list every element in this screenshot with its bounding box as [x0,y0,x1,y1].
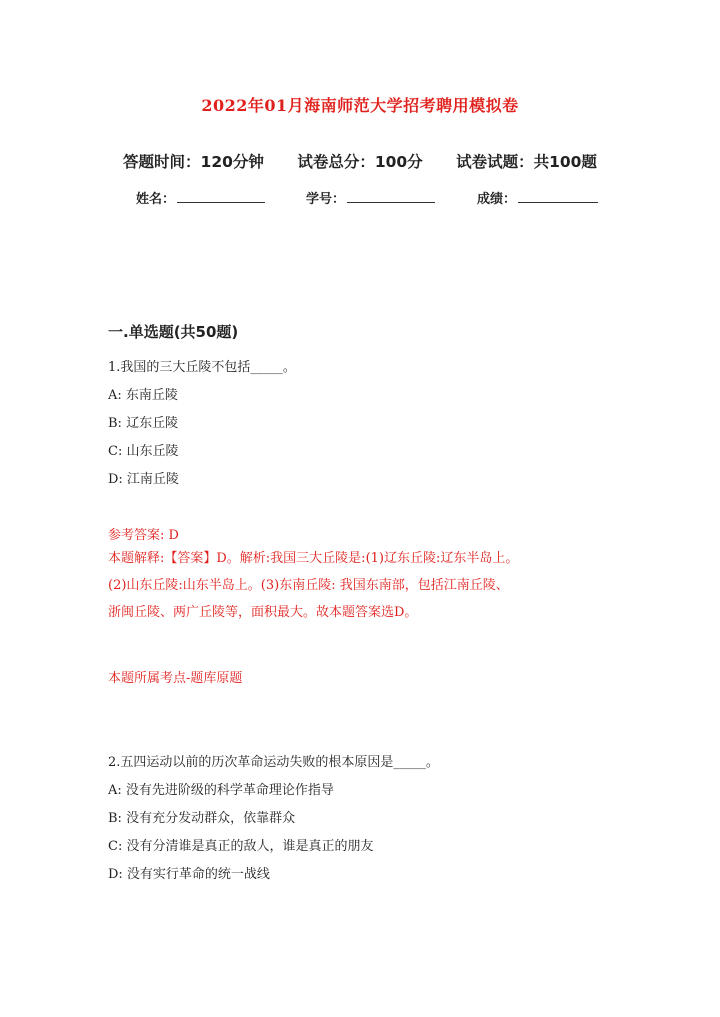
question-1-option-c: C: 山东丘陵 [108,444,179,459]
name-field [136,188,265,207]
score-field [477,188,598,207]
question-1-option-b: B: 辽东丘陵 [108,416,179,431]
question-2-option-c: C: 没有分清谁是真正的敌人，谁是真正的朋友 [108,839,374,854]
question-1-explanation [108,545,608,626]
question-1-tag: 本题所属考点-题库原题 [108,671,243,686]
question-2-option-b: B: 没有充分发动群众，依靠群众 [108,811,296,826]
score-label: 成绩： [477,192,517,207]
section-title: 一.单选题(共50题) [108,323,239,341]
question-1-option-a: A: 东南丘陵 [108,388,178,403]
question-1-stem: 1.我国的三大丘陵不包括_____。 [108,360,296,375]
question-2-option-a: A: 没有先进阶级的科学革命理论作指导 [108,783,334,798]
name-blank[interactable] [177,190,265,203]
exam-total-score: 试卷总分：100分 [297,153,423,171]
exam-time: 答题时间：120分钟 [123,153,264,171]
question-1-answer: 参考答案: D [108,528,179,543]
explanation-line: (2)山东丘陵:山东半岛上。(3)东南丘陵: 我国东南部，包括江南丘陵、 [108,578,509,593]
id-field [306,188,435,207]
id-blank[interactable] [347,190,435,203]
question-2-stem: 2.五四运动以前的历次革命运动失败的根本原因是_____。 [108,755,439,770]
question-2-option-d: D: 没有实行革命的统一战线 [108,867,270,882]
question-1-option-d: D: 江南丘陵 [108,472,179,487]
explanation-line: 浙闽丘陵、两广丘陵等，面积最大。故本题答案选D。 [108,605,418,620]
exam-total-questions: 试卷试题：共100题 [456,153,597,171]
id-label: 学号： [306,192,346,207]
score-blank[interactable] [518,190,598,203]
explanation-line: 本题解释:【答案】D。解析:我国三大丘陵是:(1)辽东丘陵:辽东半岛上。 [108,551,519,566]
name-label: 姓名： [136,192,176,207]
exam-meta [0,150,720,172]
exam-title: 2022年01月海南师范大学招考聘用模拟卷 [201,96,519,115]
